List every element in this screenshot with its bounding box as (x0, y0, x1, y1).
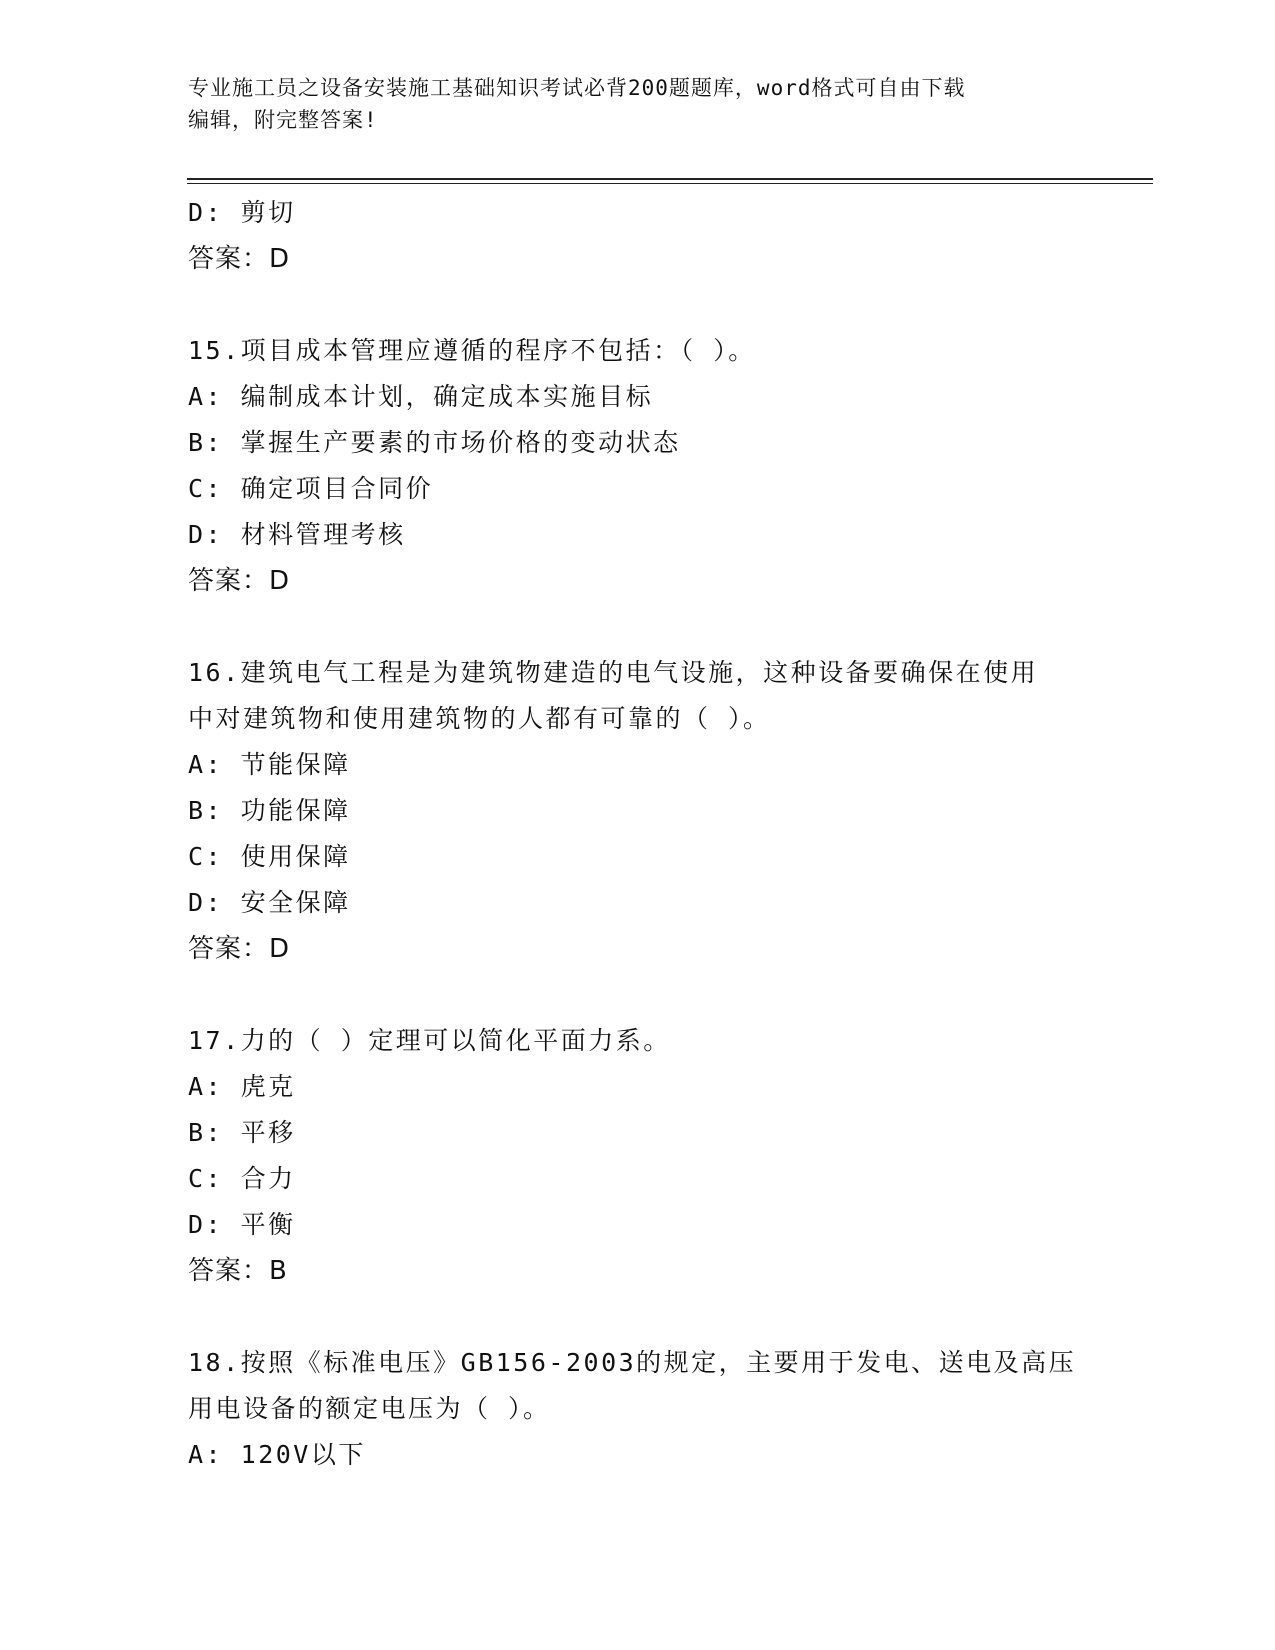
question-stem: 15.项目成本管理应遵循的程序不包括：（ ）。 (188, 336, 756, 365)
question-stem: 17.力的（ ）定理可以简化平面力系。 (188, 1026, 671, 1055)
option-b: B: 掌握生产要素的市场价格的变动状态 (188, 428, 681, 457)
option-c: C: 使用保障 (188, 842, 351, 871)
option-d: D: 材料管理考核 (188, 520, 406, 549)
option-a: A: 120V以下 (188, 1440, 366, 1469)
answer-line: 答案：D (188, 566, 291, 596)
answer-line: 答案：D (188, 244, 291, 274)
option-b: B: 平移 (188, 1118, 296, 1147)
question-15 (188, 328, 1088, 604)
question-stem-continued: 用电设备的额定电压为（ ）。 (188, 1394, 551, 1423)
question-16 (188, 650, 1088, 972)
question-18 (188, 1340, 1088, 1478)
header-line-1: 专业施工员之设备安装施工基础知识考试必背200题题库，word格式可自由下载 (188, 76, 966, 100)
option-a: A: 虎克 (188, 1072, 296, 1101)
option-a: A: 节能保障 (188, 750, 351, 779)
answer-line: 答案：D (188, 934, 291, 964)
header-rule-thin (187, 183, 1153, 184)
question-stem: 16.建筑电气工程是为建筑物建造的电气设施，这种设备要确保在使用 (188, 658, 1039, 687)
header-line-2: 编辑，附完整答案! (188, 108, 378, 132)
option-d: D: 安全保障 (188, 888, 351, 917)
question-17 (188, 1018, 1088, 1294)
option-b: B: 功能保障 (188, 796, 351, 825)
previous-question-tail (188, 190, 1088, 282)
option-d: D: 平衡 (188, 1210, 296, 1239)
document-header (188, 72, 1088, 136)
option-d: D: 剪切 (188, 198, 296, 227)
option-a: A: 编制成本计划，确定成本实施目标 (188, 382, 654, 411)
question-list (188, 190, 1088, 1478)
answer-line: 答案：B (188, 1256, 288, 1286)
question-stem: 18.按照《标准电压》GB156-2003的规定，主要用于发电、送电及高压 (188, 1348, 1077, 1377)
option-c: C: 确定项目合同价 (188, 474, 434, 503)
header-rule-thick (187, 178, 1153, 180)
question-stem-continued: 中对建筑物和使用建筑物的人都有可靠的（ ）。 (188, 704, 771, 733)
option-c: C: 合力 (188, 1164, 296, 1193)
